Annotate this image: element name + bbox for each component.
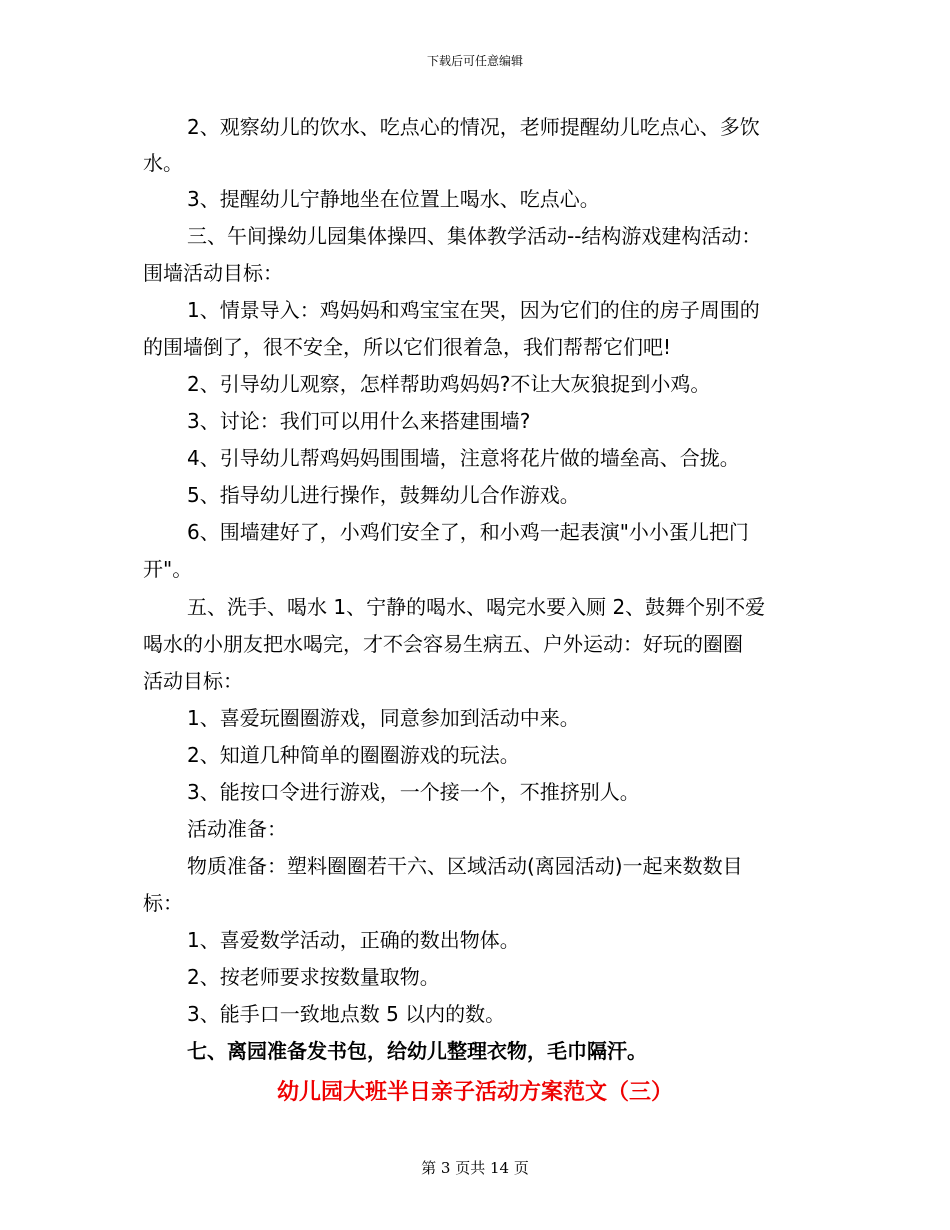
paragraph-line: 喝水的小朋友把水喝完，才不会容易生病五、户外运动：好玩的圈圈 bbox=[143, 632, 743, 656]
paragraph-line: 三、午间操幼儿园集体操四、集体教学活动--结构游戏建构活动： bbox=[187, 224, 762, 248]
paragraph-line: 2、按老师要求按数量取物。 bbox=[187, 965, 440, 989]
paragraph-line: 3、能按口令进行游戏，一个接一个，不推挤别人。 bbox=[187, 780, 640, 804]
paragraph-line: 水。 bbox=[143, 151, 183, 175]
paragraph-line: 4、引导幼儿帮鸡妈妈围围墙，注意将花片做的墙垒高、合拢。 bbox=[187, 446, 740, 470]
paragraph-line: 1、情景导入：鸡妈妈和鸡宝宝在哭，因为它们的住的房子周围的 bbox=[187, 298, 760, 322]
paragraph-line: 3、讨论：我们可以用什么来搭建围墙? bbox=[187, 409, 531, 433]
page-header: 下载后可任意编辑 bbox=[426, 54, 523, 68]
paragraph-line: 2、引导幼儿观察，怎样帮助鸡妈妈?不让大灰狼捉到小鸡。 bbox=[187, 372, 711, 396]
paragraph-line: 五、洗手、喝水 1、宁静的喝水、喝完水要入厕 2、鼓舞个别不爱 bbox=[187, 595, 766, 619]
page-footer: 第 3 页共 14 页 bbox=[421, 1159, 529, 1177]
paragraph-line: 活动目标： bbox=[143, 669, 243, 693]
paragraph-line: 标： bbox=[143, 891, 183, 915]
paragraph-line: 的围墙倒了，很不安全，所以它们很着急，我们帮帮它们吧! bbox=[143, 335, 672, 359]
paragraph-line: 物质准备：塑料圈圈若干六、区域活动(离园活动)一起来数数目 bbox=[187, 854, 743, 878]
paragraph-line: 5、指导幼儿进行操作，鼓舞幼儿合作游戏。 bbox=[187, 483, 580, 507]
paragraph-line: 活动准备： bbox=[187, 817, 287, 841]
paragraph-line: 七、离园准备发书包，给幼儿整理衣物，毛巾隔汗。 bbox=[187, 1039, 647, 1063]
paragraph-line: 3、能手口一致地点数 5 以内的数。 bbox=[187, 1002, 506, 1026]
paragraph-line: 开"。 bbox=[143, 557, 193, 581]
paragraph-line: 围墙活动目标： bbox=[143, 261, 283, 285]
paragraph-line: 3、提醒幼儿宁静地坐在位置上喝水、吃点心。 bbox=[187, 187, 600, 211]
paragraph-line: 1、喜爱玩圈圈游戏，同意参加到活动中来。 bbox=[187, 706, 580, 730]
paragraph-line: 1、喜爱数学活动，正确的数出物体。 bbox=[187, 928, 520, 952]
paragraph-line: 2、观察幼儿的饮水、吃点心的情况，老师提醒幼儿吃点心、多饮 bbox=[187, 115, 760, 139]
paragraph-line: 2、知道几种简单的圈圈游戏的玩法。 bbox=[187, 743, 520, 767]
paragraph-line: 6、围墙建好了，小鸡们安全了，和小鸡一起表演"小小蛋儿把门 bbox=[187, 520, 749, 544]
section-title: 幼儿园大班半日亲子活动方案范文（三） bbox=[276, 1080, 673, 1105]
